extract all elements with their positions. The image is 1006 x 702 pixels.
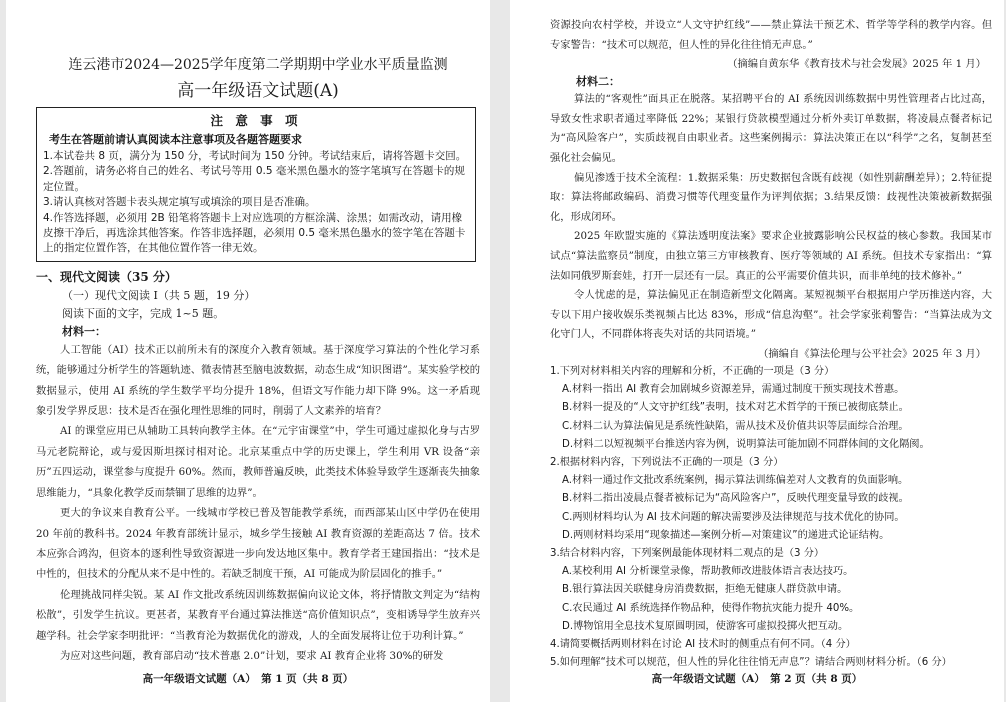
exam-subtitle: 高一年级语文试题(A): [177, 81, 339, 101]
notice-box: [36, 107, 476, 262]
question-option: C.两则材料均认为 AI 技术问题的解决需要涉及法律规范与技术优化的协同。: [562, 511, 905, 523]
paragraph: 更大的争议来自教育公平。一线城市学校已普及智能教学系统，而西部某山区中学仍在使用 20 年前的教科书。2024 年教育部统计显示，城乡学生接触 AI 教育资源的差距高达 7 倍。技术本应弥合鸿沟，但资本的逐利性导致资源进一步向发达地区集中。教育学者王建国指出：“技术是中性的，但技术的分配从来不是中性的。若缺乏制度干预，AI 可能成为阶层固化的推手。”: [36, 507, 480, 581]
subsection-heading: （一）现代文阅读 I（共 5 题，19 分）: [62, 288, 256, 302]
question-option: B.银行算法因关联健身房消费数据，拒绝无健康人群贷款申请。: [562, 584, 848, 596]
question-stem: 1.下列对材料相关内容的理解和分析，不正确的一项是（3 分）: [550, 365, 835, 377]
question-option: D.材料二以短视频平台推送内容为例，说明算法可能加剧不同群体间的文化隔阂。: [562, 438, 930, 450]
notice-title: 注 意 事 项: [210, 113, 302, 128]
paragraph: 为应对这些问题，教育部启动“技术普惠 2.0”计划，要求 AI 教育企业将 30%的研发: [60, 649, 444, 662]
exam-page-2: [510, 0, 1004, 702]
paragraph: 2025 年欧盟实施的《算法透明度法案》要求企业披露影响公民权益的核心参数。我国某市试点“算法监察员”制度，由独立第三方审核教育、医疗等领域的 AI 系统。但技术专家指出：“算法如同俄罗斯套娃，打开一层还有一层。真正的公平需要价值共识，而非单纯的技术修补。”: [550, 230, 992, 282]
paragraph: 伦理挑战同样尖锐。某 AI 作文批改系统因训练数据偏向议论文体，将抒情散文判定为“结构松散”，引发学生抗议。更甚者，某教育平台通过算法推送“高价值知识点”，变相诱导学生放弃兴趣学科。社会学家李明批评：“当教育沦为数据优化的游戏，人的全面发展将让位于功利计算。”: [36, 588, 480, 642]
paragraph: 资源投向农村学校，并设立“人文守护红线”——禁止算法干预艺术、哲学等学科的教学内容。但专家警告：“技术可以规范，但人性的异化往往悄无声息。”: [550, 19, 992, 51]
notice-subtitle: 考生在答题前请认真阅读本注意事项及各题答题要求: [49, 133, 302, 146]
paragraph: 算法的“客观性”面具正在脱落。某招聘平台的 AI 系统因训练数据中男性管理者占比过高，导致女性求职者通过率降低 22%；某银行贷款模型通过分析外卖订单数据，将凌晨点餐者标记为“高风险客户”，实质歧视自由职业者。这些案例揭示：算法决策正在以“科学”之名，复制甚至强化社会偏见。: [550, 93, 992, 164]
question-option: D.两则材料均采用“现象描述—案例分析—对策建议”的递进式论证结构。: [562, 529, 890, 541]
question-option: B.材料二指出凌晨点餐者被标记为“高风险客户”，反映代理变量导致的歧视。: [562, 493, 909, 505]
question-option: A.材料一通过作文批改系统案例，揭示算法训练偏差对人文教育的负面影响。: [562, 475, 909, 487]
source-citation: （摘编自黄东华《教育技术与社会发展》2025 年 1 月）: [727, 58, 986, 71]
paragraph: 令人忧虑的是，算法偏见正在制造新型文化隔离。某短视频平台根据用户学历推送内容，大专以下用户接收娱乐类视频占比达 83%，形成“信息沟壑”。社会学家张莉警告：“当算法成为文化守门人，不同群体将丧失对话的共同语境。”: [550, 289, 992, 341]
exam-title: 连云港市2024—2025学年度第二学期期中学业水平质量监测: [68, 57, 448, 73]
question-stem: 3.结合材料内容，下列案例最能体现材料二观点的是（3 分）: [550, 547, 825, 559]
question-option: D.博物馆用全息技术复原圆明园，使游客可虚拟投掷火把互动。: [562, 620, 849, 632]
question-option: B.材料一提及的“人文守护红线”表明，技术对艺术哲学的干预已被彻底禁止。: [562, 402, 909, 414]
material-label: 材料一：: [62, 324, 106, 338]
source-citation: （摘编自《算法伦理与公平社会》2025 年 3 月）: [758, 347, 986, 360]
question-stem: 5.如何理解“技术可以规范，但人性的异化往往悄无声息”？请结合两则材料分析。（6 分）: [550, 657, 952, 669]
notice-item: 2.答题前，请务必将自己的姓名、考试号等用 0.5 毫米黑色墨水的签字笔填写在答题卡的规定位置。: [43, 165, 465, 193]
question-stem: 4.请简要概括两则材料在讨论 AI 技术时的侧重点有何不同。（4 分）: [550, 638, 856, 650]
question-option: C.农民通过 AI 系统选择作物品种，使得作物抗灾能力提升 40%。: [562, 602, 860, 614]
question-option: C.材料二认为算法偏见是系统性缺陷，需从技术及价值共识等层面综合治理。: [562, 420, 909, 432]
question-option: A.某校利用 AI 分析课堂录像，帮助教师改进肢体语言表达技巧。: [562, 566, 854, 578]
section-heading: 一、现代文阅读（35 分）: [36, 269, 177, 284]
exam-page-1: [6, 0, 490, 702]
notice-item: 3.请认真核对答题卡表头规定填写或填涂的项目是否准确。: [43, 196, 316, 209]
material-label: 材料二：: [576, 75, 620, 89]
paragraph: AI 的课堂应用已从辅助工具转向教学主体。在“元宇宙课堂”中，学生可通过虚拟化身与古罗马元老院辩论，或与爱因斯坦探讨相对论。北京某重点中学的历史课上，学生利用 VR 设备“亲历”五四运动，课堂参与度提升 60%。然而，教师普遍反映，此类技术体验导致学生逐渐丧失抽象思维能力，“具象化教学反而禁锢了思维的边界”。: [36, 425, 480, 499]
page-footer: 高一年级语文试题（A） 第 2 页（共 8 页）: [651, 673, 863, 685]
notice-item: 1.本试卷共 8 页，满分为 150 分，考试时间为 150 分钟。考试结束后，请将答题卡交回。: [43, 150, 467, 162]
notice-item: 4.作答选择题，必须用 2B 铅笔将答题卡上对应选项的方框涂满、涂黑；如需改动，请用橡皮擦干净后，再选涂其他答案。作答非选择题，必须用 0.5 毫米黑色墨水的签字笔在答题卡上的指定位置作答，在其他位置作答一律无效。: [43, 211, 466, 255]
paragraph: 人工智能（AI）技术正以前所未有的深度介入教育领域。基于深度学习算法的个性化学习系统，能够通过分析学生的答题轨迹、微表情甚至脑电波数据，动态生成“知识图谱”。某实验学校的数据显示，使用 AI 系统的学生数学平均分提升 18%，但语文写作能力却下降 9%。这一矛盾现象引发学界反思：技术是否在强化理性思维的同时，削弱了人文素养的培育？: [36, 343, 480, 418]
page-footer: 高一年级语文试题（A） 第 1 页（共 8 页）: [142, 673, 354, 685]
question-stem: 2.根据材料内容，下列说法不正确的一项是（3 分）: [550, 456, 784, 468]
paragraph: 偏见渗透于技术全流程：1.数据采集：历史数据包含既有歧视（如性别薪酬差异）；2.特征提取：算法将邮政编码、消费习惯等代理变量作为评判依据；3.结果反馈：歧视性决策被新数据强化，形成闭环。: [550, 171, 992, 223]
question-option: A.材料一指出 AI 教育会加剧城乡资源差异，需通过制度干预实现技术普惠。: [562, 384, 905, 396]
instruction: 阅读下面的文字，完成 1~5 题。: [62, 306, 225, 320]
